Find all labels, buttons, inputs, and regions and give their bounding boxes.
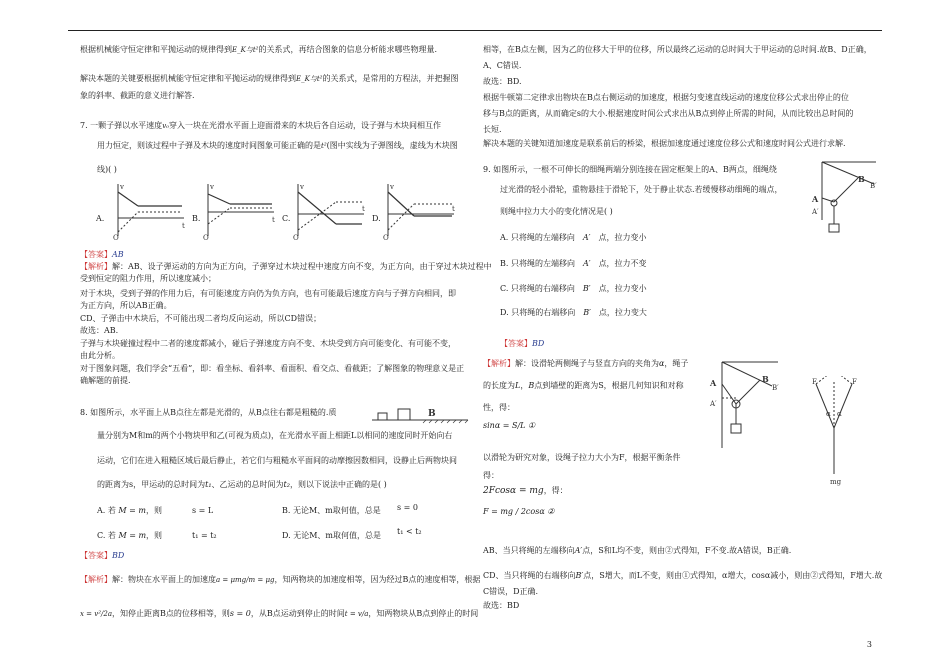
q7-analysis-10: 确解题的前提. bbox=[80, 376, 131, 385]
q9-eq3: F = mg / 2cosα ② bbox=[483, 507, 555, 516]
q7-graph-a bbox=[110, 180, 190, 242]
label-b-prime: B′ bbox=[870, 182, 877, 190]
q8-cont-2: A、C错误. bbox=[483, 61, 522, 70]
q7-option-a: A. bbox=[96, 214, 105, 223]
q8-cont-5: 移与B点的距离，从而确定s的大小.根据速度时间公式求出从B点到停止所需的时间，从而比较出总时间的 bbox=[483, 109, 854, 118]
q9-answer: 【答案】BD bbox=[500, 339, 545, 348]
axis-t: t bbox=[182, 222, 185, 230]
q7-option-c: C. bbox=[282, 214, 291, 223]
q9-analysis-2: 的长度为L，B点到墙壁的距离为S，根据几何知识和对称 bbox=[483, 381, 684, 390]
prev-analysis-line3: 象的斜率、截距的意义进行解答. bbox=[80, 91, 195, 100]
q8-figure bbox=[370, 398, 470, 424]
q8-stem-line2: 量分别为M和m的两个小物块甲和乙(可视为质点)，在光滑水平面上相距L以相同的速度同时开始向右 bbox=[97, 431, 453, 440]
q9-analysis-4: 以滑轮为研究对象，设绳子拉力大小为F，根据平衡条件 bbox=[483, 453, 681, 462]
q7-stem-line3: 线)( ) bbox=[97, 165, 117, 174]
q9-option-b: B. 只将绳的左端移向 A′ 点，拉力不变 bbox=[500, 259, 647, 268]
page-number: 3 bbox=[866, 640, 872, 649]
q8-stem-line3: 运动，它们在进入粗糙区域后最后静止，若它们与粗糙水平面间的动摩擦因数相同，设静止后两物块间 bbox=[97, 456, 457, 465]
q8-cont-3: 故选：BD. bbox=[483, 77, 522, 86]
point-b-label: B bbox=[428, 409, 436, 419]
q7-graph-d bbox=[380, 180, 460, 242]
label-a-prime: A′ bbox=[710, 400, 717, 408]
q8-stem-line4: 的距离为s，甲运动的总时间为t₁、乙运动的总时间为t₂，则以下说法中正确的是( ) bbox=[97, 480, 387, 489]
axis-v: v bbox=[210, 183, 214, 191]
axis-v: v bbox=[120, 183, 124, 191]
q9-stem-line1: 9. 如图所示，一根不可伸长的细绳两端分别连接在固定框架上的A、B两点，细绳绕 bbox=[483, 165, 777, 174]
q9-analysis-1: 【解析】解：设滑轮两侧绳子与竖直方向的夹角为α，绳子 bbox=[483, 359, 689, 368]
label-a-prime: A′ bbox=[812, 208, 819, 216]
label-b-prime: B′ bbox=[772, 384, 779, 392]
label-b: B bbox=[858, 174, 865, 184]
q8-option-a: A. 若 M = m，则 bbox=[97, 506, 162, 515]
angle-left-label: α bbox=[826, 410, 831, 418]
q9-analysis-figure bbox=[708, 358, 788, 450]
origin: O bbox=[383, 234, 389, 242]
q9-stem-line3: 则绳中拉力大小的变化情况是( ) bbox=[500, 207, 613, 216]
q7-stem-line2: 用力恒定，则该过程中子弹及木块的速度时间图象可能正确的是t²(图中实线为子弹图线，虚线为木块图 bbox=[97, 141, 458, 150]
q7-graph-b bbox=[200, 180, 280, 242]
q8-option-b: B. 无论M、m取何值，总是 bbox=[282, 506, 381, 515]
q8-answer: 【答案】BD bbox=[80, 551, 125, 560]
axis-t: t bbox=[452, 205, 455, 213]
axis-v: v bbox=[390, 183, 394, 191]
header-rule bbox=[68, 30, 882, 31]
force-left-label: F bbox=[812, 378, 817, 386]
q7-analysis-9: 对于图象问题，我们学会“五看”，即：看坐标、看斜率、看面积、看交点、看截距；了解图象的物理意义是正 bbox=[80, 364, 465, 373]
q8-cont-6: 长短. bbox=[483, 125, 502, 134]
q9-analysis-5: 得： bbox=[483, 471, 499, 480]
label-a: A bbox=[710, 378, 717, 388]
q8-option-c: C. 若 M = m，则 bbox=[97, 531, 163, 540]
prev-analysis-line2: 解决本题的关键要根据机械能守恒定律和平抛运动的规律得到E_K与t²的关系式，是常用的方程法，并把握图 bbox=[80, 74, 459, 83]
q9-analysis-3: 性，得： bbox=[483, 403, 515, 412]
q7-option-d: D. bbox=[372, 214, 381, 223]
q8-option-a-result: s = L bbox=[192, 506, 214, 515]
q7-analysis-5: CD、子弹击中木块后，不可能出现二者均反向运动，所以CD错误； bbox=[80, 314, 322, 323]
q7-graph-c bbox=[290, 180, 370, 242]
q8-stem-line1: 8. 如图所示，水平面上从B点往左都是光滑的，从B点往右都是粗糙的.质 bbox=[80, 408, 337, 417]
q7-analysis-8: 由此分析。 bbox=[80, 351, 120, 360]
q7-analysis-6: 故选：AB. bbox=[80, 326, 119, 335]
q7-analysis-2: 受到恒定的阻力作用，所以速度减小； bbox=[80, 274, 216, 283]
q9-conclusion-cd-2: C错误，D正确. bbox=[483, 587, 539, 596]
label-b: B bbox=[762, 374, 769, 384]
q9-eq2: 2Fcosα = mg，得： bbox=[483, 486, 568, 496]
origin: O bbox=[113, 234, 119, 242]
q8-option-d-result: t₁ < t₂ bbox=[397, 527, 422, 536]
q9-conclusion-cd: CD、当只将绳的右端移向B′点，S增大，而L不变，则由①式得知，α增大，cosα减小，则由②式得知，F增大.故 bbox=[483, 571, 883, 580]
q8-cont-4: 根据牛顿第二定律求出物块在B点右侧运动的加速度，根据匀变速直线运动的速度位移公式求出停止的位 bbox=[483, 93, 849, 102]
origin: O bbox=[293, 234, 299, 242]
q8-analysis-1: 【解析】解：物块在水平面上的加速度a = μmg/m = μg，知两物块的加速度相等，因为经过B点的速度相等，根据 bbox=[80, 575, 481, 584]
label-a: A bbox=[812, 194, 819, 204]
q9-option-a: A. 只将绳的左端移向 A′ 点，拉力变小 bbox=[500, 233, 647, 242]
q9-option-c: C. 只将绳的右端移向 B′ 点，拉力变小 bbox=[500, 284, 647, 293]
axis-t: t bbox=[272, 216, 275, 224]
q9-eq1: sinα = S/L ① bbox=[483, 421, 536, 430]
q9-conclusion-ab: AB、当只将绳的左端移向A′点，S和L均不变，则由②式得知，F不变.故A错误，B正确. bbox=[483, 546, 792, 555]
q8-analysis-2: x = v²/2a，知停止距离B点的位移相等，则s = 0，从B点运动到停止的时间t = v/a，知两物块从B点到停止的时间 bbox=[80, 609, 479, 618]
gravity-label: mg bbox=[830, 478, 842, 486]
q9-figure bbox=[808, 160, 888, 240]
angle-right-label: α bbox=[837, 410, 842, 418]
q8-cont-1: 相等，在B点左侧，因为乙的位移大于甲的位移，所以最终乙运动的总时间大于甲运动的总时间.故B、D正确， bbox=[483, 45, 872, 54]
q7-option-b: B. bbox=[192, 214, 201, 223]
q9-stem-line2: 过光滑的轻小滑轮，重物悬挂于滑轮下，处于静止状态.若缓慢移动细绳的端点， bbox=[500, 185, 783, 194]
q7-analysis-1: 【解析】解：AB、设子弹运动的方向为正方向，子弹穿过木块过程中速度方向不变，为正方向，由于穿过木块过程中 bbox=[80, 262, 492, 271]
q7-stem-line1: 7. 一颗子弹以水平速度v₀穿入一块在光滑水平面上迎面滑来的木块后各自运动，设子弹与木块间相互作 bbox=[80, 121, 441, 130]
q8-cont-7: 解决本题的关键知道加速度是联系前后的桥梁，根据加速度通过速度位移公式和速度时间公式进行求解. bbox=[483, 139, 846, 148]
q7-answer: 【答案】AB bbox=[80, 250, 124, 259]
q8-option-b-result: s = 0 bbox=[397, 503, 418, 512]
q7-analysis-3: 对于木块，受到子弹的作用力后，有可能速度方向仍为负方向，也有可能最后速度方向与子弹方向相同，即 bbox=[80, 289, 456, 298]
axis-t: t bbox=[362, 205, 365, 213]
prev-analysis-line1: 根据机械能守恒定律和平抛运动的规律得到E_K与t²的关系式，再结合图象的信息分析能求哪些物理量. bbox=[80, 45, 438, 54]
q8-option-d: D. 无论M、m取何值，总是 bbox=[282, 531, 381, 540]
q8-option-c-result: t₁ = t₂ bbox=[192, 531, 217, 540]
force-right-label: F bbox=[852, 378, 857, 386]
axis-v: v bbox=[300, 183, 304, 191]
force-diagram bbox=[812, 376, 882, 486]
q9-final: 故选：BD bbox=[483, 601, 520, 610]
q9-option-d: D. 只将绳的右端移向 B′ 点，拉力变大 bbox=[500, 308, 647, 317]
q7-analysis-4: 为正方向，所以AB正确。 bbox=[80, 301, 172, 310]
q7-analysis-7: 子弹与木块碰撞过程中二者的速度都减小，碰后子弹速度方向不变、木块受到方向可能变化、有可能不变， bbox=[80, 339, 456, 348]
origin: O bbox=[203, 234, 209, 242]
